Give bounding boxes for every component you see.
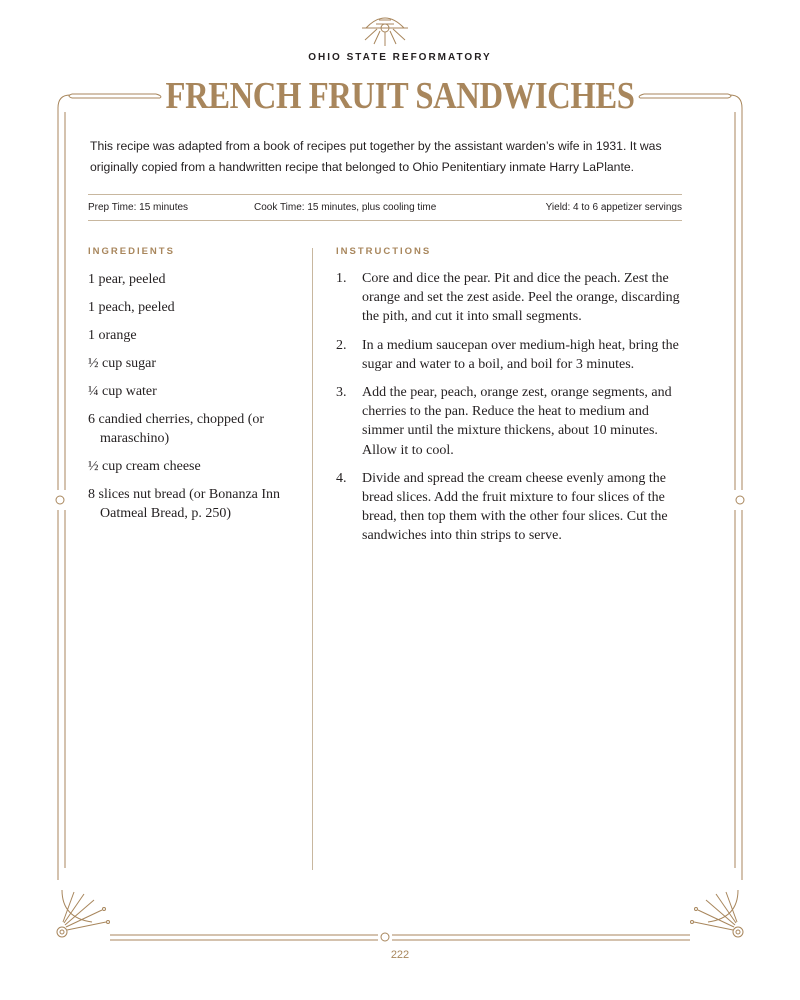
instruction-step bbox=[336, 469, 686, 546]
step-number: 4. bbox=[336, 470, 347, 486]
ingredient-item: 1 pear, peeled bbox=[88, 272, 166, 287]
ingredient-item: 1 peach, peeled bbox=[88, 300, 175, 315]
column-divider bbox=[312, 248, 313, 870]
top-sunburst-ornament bbox=[362, 18, 408, 46]
ingredient-item: ½ cup cream cheese bbox=[88, 459, 201, 474]
ingredient-item: 8 slices nut bread (or Bonanza Inn Oatmeal Bread, p. 250) bbox=[88, 487, 281, 521]
bottom-rule bbox=[110, 933, 690, 941]
ingredient-item: ½ cup sugar bbox=[88, 356, 157, 371]
yield: Yield: 4 to 6 appetizer servings bbox=[545, 202, 682, 213]
instruction-step bbox=[336, 336, 686, 374]
step-number: 3. bbox=[336, 385, 347, 401]
ingredient-item: 6 candied cherries, chopped (or maraschino) bbox=[88, 412, 265, 446]
intro-paragraph: This recipe was adapted from a book of recipes put together by the assistant warden’s wife in 1931. It was originally copied from a handwritten recipe that belonged to Ohio Penitentiary inmate Harry LaPlante. bbox=[90, 139, 662, 174]
step-number: 1. bbox=[336, 271, 347, 286]
left-border bbox=[56, 95, 70, 880]
right-border bbox=[730, 95, 744, 880]
prep-time: Prep Time: 15 minutes bbox=[88, 202, 189, 213]
step-text: Core and dice the pear. Pit and dice the peach. Zest the orange and set the zest aside. Peel the orange, discarding the pith, and cut it into small segments. bbox=[362, 271, 680, 325]
ingredient-item: 1 orange bbox=[88, 328, 137, 343]
recipe-title: FRENCH FRUIT SANDWICHES bbox=[165, 75, 635, 117]
instruction-step bbox=[336, 269, 686, 327]
section-title: OHIO STATE REFORMATORY bbox=[308, 52, 492, 63]
ingredient-item: ¼ cup water bbox=[88, 384, 157, 399]
instructions-heading: INSTRUCTIONS bbox=[336, 246, 432, 257]
ingredients-list bbox=[88, 270, 303, 532]
instructions-list bbox=[336, 269, 686, 555]
instruction-step bbox=[336, 383, 686, 460]
cook-time: Cook Time: 15 minutes, plus cooling time bbox=[254, 202, 437, 213]
corner-ornament-bottom-left bbox=[57, 890, 110, 937]
step-text: Add the pear, peach, orange zest, orange segments, and cherries to the pan. Reduce the heat to medium and simmer until the mixture thickens, about 10 minutes. Allow it to cool. bbox=[362, 385, 672, 458]
step-text: Divide and spread the cream cheese evenly among the bread slices. Add the fruit mixture to four slices of the bread, then top them with the other four slices. Cut the sandwiches into thin strips to serve. bbox=[362, 470, 668, 544]
step-number: 2. bbox=[336, 337, 347, 353]
corner-ornament-bottom-right bbox=[691, 890, 744, 937]
recipe-meta-row bbox=[88, 194, 682, 221]
step-text: In a medium saucepan over medium-high heat, bring the sugar and water to a boil, and boil for 3 minutes. bbox=[362, 337, 679, 372]
ingredients-heading: INGREDIENTS bbox=[88, 246, 175, 257]
page-number: 222 bbox=[390, 949, 410, 961]
